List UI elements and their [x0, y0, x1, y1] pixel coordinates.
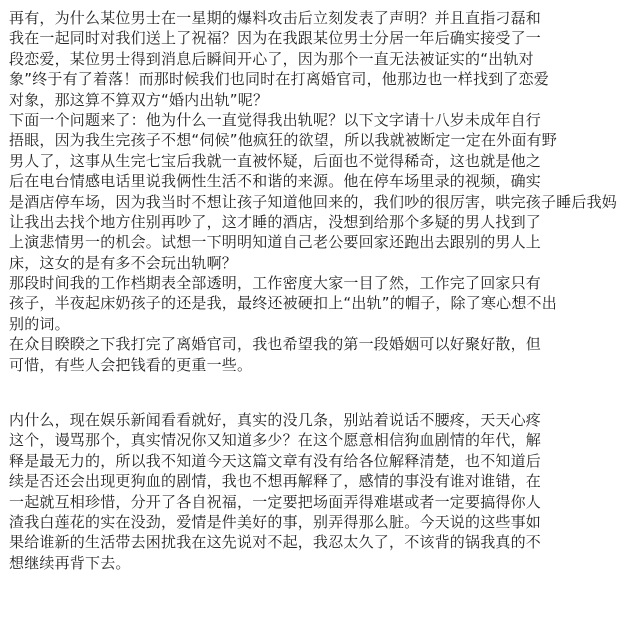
text-line: 我在一起同时对我们送上了祝福？因为在我跟某位男士分居一年后确实接受了一 [9, 29, 542, 48]
text-line: 让我出去找个地方住别再吵了，这才睡的酒店，没想到给那个多疑的男人找到了 [9, 212, 542, 231]
article-body-part-2 [9, 410, 542, 573]
text-line: 内什么，现在娱乐新闻看看就好，真实的没几条，别站着说话不腰疼，天天心疼 [9, 411, 542, 430]
text-line: 象”终于有了着落！而那时候我们也同时在打离婚官司，他那边也一样找到了恋爱 [9, 70, 549, 89]
text-line: 再有，为什么某位男士在一星期的爆料攻击后立刻发表了声明？并且直指刁磊和 [9, 9, 542, 27]
text-line: 可惜，有些人会把钱看的更重一些。 [9, 355, 253, 374]
text-line: 床，这女的是有多不会玩出轨啊？ [9, 253, 238, 272]
text-line: 释是最无力的，所以我不知道今天这篇文章有没有给各位解释清楚，也不知道后 [9, 451, 542, 470]
text-line: 别的词。 [9, 314, 70, 333]
text-line: 渣我白莲花的实在没劲，爱情是件美好的事，别弄得那么脏。今天说的这些事如 [9, 512, 542, 531]
article-body-part-1 [9, 8, 617, 375]
text-line: 果给谁新的生活带去困扰我在这先说对不起，我忍太久了，不该背的锅我真的不 [9, 533, 542, 552]
text-line: 这个，谩骂那个，真实情况你又知道多少？在这个愿意相信狗血剧情的年代，解 [9, 431, 542, 450]
text-line: 那段时间我的工作档期表全部透明，工作密度大家一目了然，工作完了回家只有 [9, 274, 542, 293]
text-line: 捂眼，因为我生完孩子不想“伺候”他疯狂的欲望，所以我就被断定一定在外面有野 [9, 131, 557, 150]
text-line: 后在电台情感电话里说我俩性生活不和谐的来源。他在停车场里录的视频，确实 [9, 172, 542, 191]
text-line: 上演悲情男一的机会。试想一下明明知道自己老公要回家还跑出去跟别的男人上 [9, 233, 542, 252]
text-line: 段恋爱，某位男士得到消息后瞬间开心了，因为那个一直无法被证实的“出轨对 [9, 49, 534, 68]
text-line: 想继续再背下去。 [9, 553, 131, 572]
text-line: 孩子，半夜起床奶孩子的还是我，最终还被硬扣上“出轨”的帽子，除了寒心想不出 [9, 294, 557, 313]
paragraph-spacer [9, 375, 515, 410]
text-line: 下面一个问题来了：他为什么一直觉得我出轨呢？以下文字请十八岁未成年自行 [9, 110, 542, 129]
text-line: 是酒店停车场，因为我当时不想让孩子知道他回来的，我们吵的很厉害，哄完孩子睡后我妈 [9, 192, 617, 211]
text-line: 续是否还会出现更狗血的剧情，我也不想再解释了，感情的事没有谁对谁错，在 [9, 472, 542, 491]
text-line: 对象，那这算不算双方“婚内出轨”呢？ [9, 90, 269, 109]
text-line: 在众目睽睽之下我打完了离婚官司，我也希望我的第一段婚姻可以好聚好散，但 [9, 335, 542, 354]
text-line: 一起就互相珍惜，分开了各自祝福，一定要把场面弄得难堪或者一定要搞得你人 [9, 492, 542, 511]
text-line: 男人了，这事从生完七宝后我就一直被怀疑，后面也不觉得稀奇，这也就是他之 [9, 151, 542, 170]
